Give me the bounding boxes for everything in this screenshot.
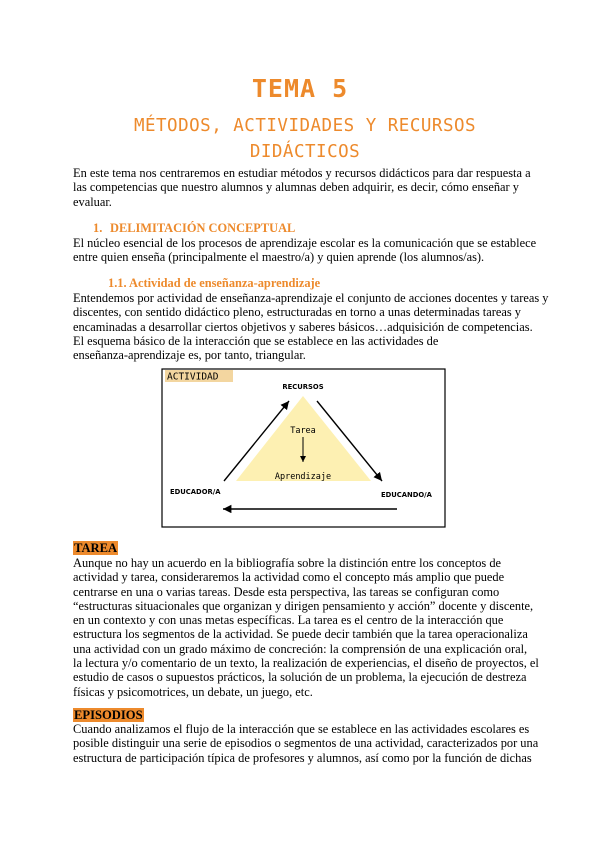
episodios-paragraph [73, 722, 539, 765]
section-number: 1. [93, 221, 103, 235]
text-line: El esquema básico de la interacción que se establece en las actividades de [73, 333, 439, 348]
text-line: posible distinguir una serie de episodios o segmentos de una actividad, caracterizados por una [73, 736, 539, 751]
frame-label: ACTIVIDAD [167, 371, 219, 383]
text-line: estudio de casos o supuestos prácticos, la solución de un problema, la ejecución de destreza [73, 670, 527, 685]
text-line: enseñanza-aprendizaje es, por tanto, triangular. [73, 348, 306, 363]
text-line: la lectura y/o comentario de un texto, la realización de experiencias, el diseño de proyectos, el [73, 656, 539, 671]
page-title: TEMA 5 [251, 74, 349, 103]
subtitle-line: DIDÁCTICOS [249, 142, 361, 162]
section-title: DELIMITACIÓN CONCEPTUAL [110, 221, 296, 235]
text-line: estructura de participación típica de profesores y alumnos, así como por la función de dichas [73, 750, 532, 765]
section1-paragraph [73, 236, 535, 265]
educador-label: EDUCADOR/A [170, 488, 221, 496]
section11-paragraph [73, 291, 549, 363]
aprendizaje-label: Aprendizaje [274, 472, 332, 482]
subtitle-line: MÉTODOS, ACTIVIDADES Y RECURSOS [133, 116, 477, 136]
text-line: Cuando analizamos el flujo de la interacción que se establece en las actividades escolares es [73, 722, 530, 736]
tarea-label: Tarea [290, 426, 316, 436]
text-line: En este tema nos centraremos en estudiar métodos y recursos didácticos para dar respuesta a [73, 166, 531, 180]
text-line: físicas y psicomotrices, un debate, un juego, etc. [73, 684, 313, 699]
recursos-label: RECURSOS [282, 383, 324, 391]
text-line: evaluar. [73, 194, 112, 209]
text-line: las competencias que nuestro alumnos y alumnas deben adquirir, es decir, cómo enseñar y [73, 180, 519, 195]
intro-paragraph [73, 166, 535, 209]
text-line: discentes, con sentido didáctico pleno, estructuradas en torno a unas determinadas tareas y [73, 305, 521, 320]
text-line: El núcleo esencial de los procesos de aprendizaje escolar es la comunicación que se establece [73, 236, 537, 250]
text-line: una actividad con un grado máximo de concreción: la comprensión de una explicación oral, [73, 641, 528, 656]
text-line: actividad y tarea, consideraremos la actividad como el concepto más amplio que puede [73, 570, 505, 585]
educando-label: EDUCANDO/A [381, 491, 432, 499]
text-line: Entendemos por actividad de enseñanza-aprendizaje el conjunto de acciones docentes y tareas y [73, 291, 549, 305]
text-line: centrarse en una o varias tareas. Desde esta perspectiva, las tareas se configuran como [73, 584, 500, 599]
tarea-heading: TAREA [74, 541, 118, 555]
section-heading [93, 221, 295, 236]
text-line: estructura los segmentos de la actividad. Se puede decir también que la tarea operacionaliza [73, 627, 528, 642]
text-line: “estructuras situacionales que organizan y dirigen pensamiento y acción” docente y discente, [73, 598, 534, 613]
text-line: en un contexto y con unas metas específicas. La tarea es el centro de la interacción que [73, 613, 504, 628]
text-line: Aunque no hay un acuerdo en la bibliografía sobre la distinción entre los conceptos de [73, 556, 502, 570]
tarea-paragraph [73, 556, 539, 699]
text-line: encaminadas a desarrollar ciertos objetivos y saberes básicos…adquisición de competencias. [73, 319, 533, 334]
subsection-heading: 1.1. Actividad de enseñanza-aprendizaje [108, 276, 321, 290]
episodios-heading: EPISODIOS [74, 708, 143, 722]
activity-triangle-diagram [161, 368, 446, 528]
page-subtitle [95, 113, 515, 165]
text-line: entre quien enseña (principalmente el maestro/a) y quien aprende (los alumnos/as). [73, 250, 485, 265]
